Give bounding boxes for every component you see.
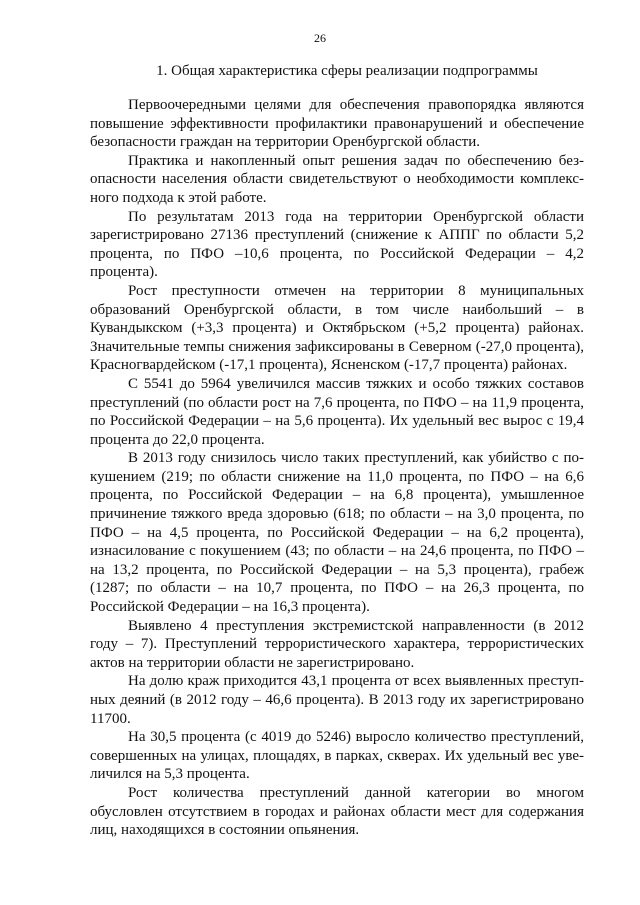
paragraph-2: Практика и накопленный опыт решения задач по обеспечению безопасности населения области свидетельствуют о необходимости комплексного подхода к этой работе.	[90, 152, 584, 206]
paragraph-1: Первоочередными целями для обеспечения правопорядка являются повышение эффективности профилактики правонарушений и обеспечение безопасности граждан на территории Оренбургской области.	[90, 97, 584, 151]
paragraph-9: На 30,5 процента (с 4019 до 5246) выросло количество преступлений, совершенных на улицах, площадях, в парках, скверах. Их удельный вес увеличился на 5,3 процента.	[90, 729, 584, 783]
paragraph-4: Рост преступности отмечен на территории 8 муниципальных образований Оренбургской области, в том числе наибольший – в Кувандыкском (+3,3 процента) и Октябрьском (+5,2 процента) районах. Значительные темпы снижения зафиксированы в Северном (-27,0 процента), Красногвардейском (-17,1 процента), Ясненском (-17,7 процента) районах.	[90, 282, 584, 374]
page-number: 26	[314, 31, 326, 45]
paragraph-7: Выявлено 4 преступления экстремистской направленности (в 2012 году – 7). Преступлений террористического характера, террористических актов на территории области не зарегистрировано.	[90, 617, 584, 671]
paragraph-10: Рост количества преступлений данной категории во многом обусловлен отсутствием в городах и районах области мест для содержания лиц, находящихся в состоянии опьянения.	[90, 784, 584, 839]
paragraph-6: В 2013 году снизилось число таких преступлений, как убийство с покушением (219; по области снижение на 11,0 процента, по ПФО – на 6,6 процента, по Российской Федерации – на 6,8 процента), умышленное причинение тяжкого вреда здоровью (618; по области – на 3,0 процента, по ПФО – на 4,5 процента, по Российской Федерации – на 6,2 процента), изнасилование с покушением (43; по области – на 24,6 процента, по ПФО – на 13,2 процента, по Российской Федерации – на 5,3 процента), грабеж (1287; по области – на 10,7 процента, по ПФО – на 26,3 процента, по Российской Федерации – на 16,3 процента).	[90, 450, 584, 616]
section-title: 1. Общая характеристика сферы реализации подпрограммы	[156, 63, 538, 79]
paragraph-5: С 5541 до 5964 увеличился массив тяжких и особо тяжких составов преступлений (по области рост на 7,6 процента, по ПФО – на 11,9 процента, по Российской Федерации – на 5,6 процента). Их удельный вес вырос с 19,4 процента до 22,0 процента.	[90, 375, 584, 448]
body-text	[90, 96, 584, 840]
paragraph-3: По результатам 2013 года на территории Оренбургской области зарегистрировано 27136 преступлений (снижение к АППГ по области 5,2 процента, по ПФО –10,6 процента, по Российской Федерации – 4,2 процента).	[90, 208, 584, 281]
paragraph-8: На долю краж приходится 43,1 процента от всех выявленных преступных деяний (в 2012 году – 46,6 процента). В 2013 году их зарегистрировано 11700.	[90, 673, 584, 727]
